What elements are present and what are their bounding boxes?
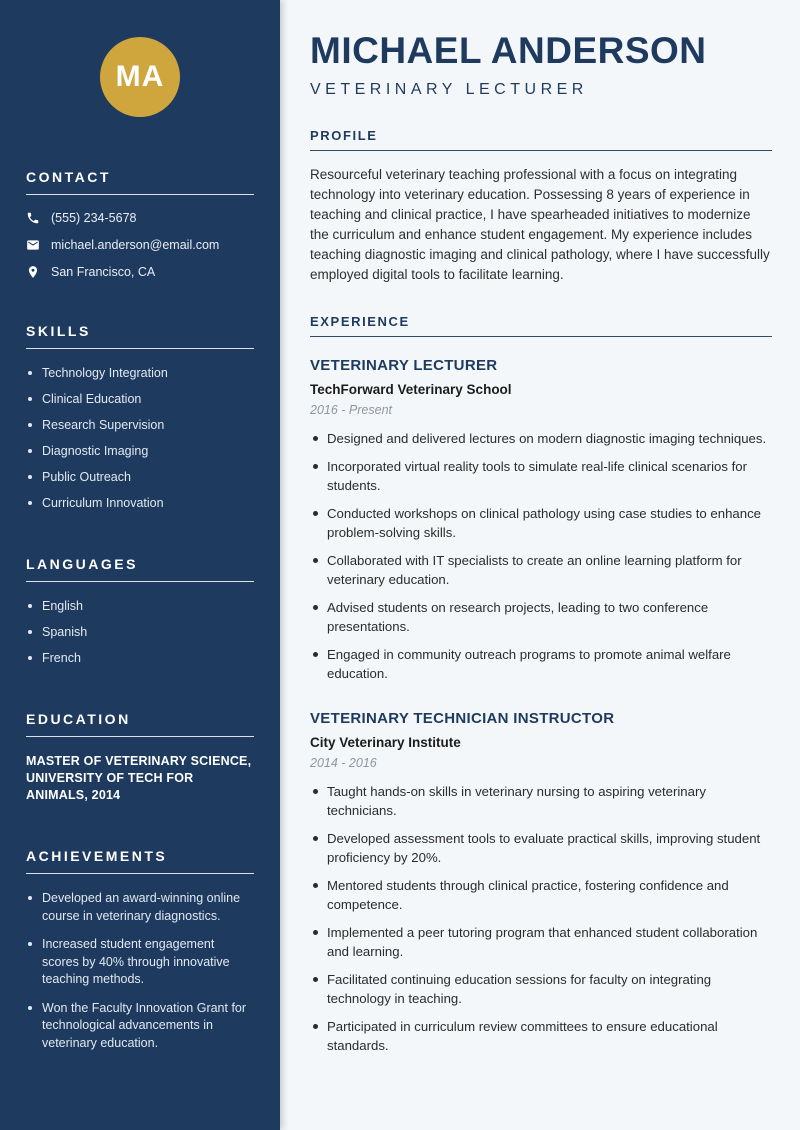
person-title: VETERINARY LECTURER bbox=[310, 80, 588, 98]
job-company: City Veterinary Institute bbox=[310, 734, 461, 750]
contact-heading: CONTACT bbox=[26, 169, 254, 195]
job-bullet: Advised students on research projects, leading to two conference presentations. bbox=[310, 598, 772, 636]
achievements-section bbox=[26, 848, 254, 1052]
language-item: French bbox=[26, 650, 254, 667]
contact-section bbox=[26, 169, 254, 279]
location-icon bbox=[26, 265, 40, 279]
languages-list bbox=[26, 598, 254, 667]
language-item: English bbox=[26, 598, 254, 615]
skill-item: Diagnostic Imaging bbox=[26, 443, 254, 460]
achievement-item: Developed an award-winning online course in veterinary diagnostics. bbox=[26, 890, 254, 925]
experience-job-1 bbox=[310, 357, 772, 683]
education-section bbox=[26, 711, 254, 804]
education-heading: EDUCATION bbox=[26, 711, 254, 737]
contact-phone-row bbox=[26, 211, 254, 225]
job-company: TechForward Veterinary School bbox=[310, 381, 512, 397]
job-bullet: Participated in curriculum review committees to ensure educational standards. bbox=[310, 1017, 772, 1055]
job-bullet: Engaged in community outreach programs to promote animal welfare education. bbox=[310, 645, 772, 683]
job-bullet: Developed assessment tools to evaluate practical skills, improving student proficiency by 20%. bbox=[310, 829, 772, 867]
achievements-list bbox=[26, 890, 254, 1052]
skill-item: Public Outreach bbox=[26, 469, 254, 486]
job-bullet: Implemented a peer tutoring program that enhanced student collaboration and learning. bbox=[310, 923, 772, 961]
achievements-heading: ACHIEVEMENTS bbox=[26, 848, 254, 874]
phone-icon bbox=[26, 211, 40, 225]
job-dates: 2016 - Present bbox=[310, 402, 392, 417]
profile-text: Resourceful veterinary teaching professional with a focus on integrating technology into veterinary education. Possessing 8 years of experience in teaching and clinical practice, I have spearheaded initiatives to modernize the curriculum and enhance student engagement. My experience includes teaching diagnostic imaging and clinical pathology, where I have successfully employed digital tools to facilitate learning. bbox=[310, 166, 770, 282]
skills-heading: SKILLS bbox=[26, 323, 254, 349]
contact-location: San Francisco, CA bbox=[51, 265, 156, 279]
skill-item: Research Supervision bbox=[26, 417, 254, 434]
job-bullet: Facilitated continuing education sessions for faculty on integrating technology in teaching. bbox=[310, 970, 772, 1008]
job-title: VETERINARY LECTURER bbox=[310, 356, 498, 374]
skills-list bbox=[26, 365, 254, 512]
skills-section bbox=[26, 323, 254, 512]
languages-section bbox=[26, 556, 254, 667]
language-item: Spanish bbox=[26, 624, 254, 641]
email-icon bbox=[26, 238, 40, 252]
profile-heading: PROFILE bbox=[310, 128, 772, 151]
contact-email: michael.anderson@email.com bbox=[51, 238, 220, 252]
contact-email-row bbox=[26, 238, 254, 252]
job-dates: 2014 - 2016 bbox=[310, 755, 377, 770]
job-bullets bbox=[310, 782, 772, 1055]
job-bullet: Taught hands-on skills in veterinary nursing to aspiring veterinary technicians. bbox=[310, 782, 772, 820]
education-degree: MASTER OF VETERINARY SCIENCE, UNIVERSITY OF TECH FOR ANIMALS, 2014 bbox=[26, 754, 252, 802]
contact-phone: (555) 234-5678 bbox=[51, 211, 137, 225]
main-content bbox=[280, 0, 800, 1130]
job-bullet: Incorporated virtual reality tools to simulate real-life clinical scenarios for students. bbox=[310, 457, 772, 495]
job-bullet: Collaborated with IT specialists to create an online learning platform for veterinary education. bbox=[310, 551, 772, 589]
achievement-item: Increased student engagement scores by 40% through innovative teaching methods. bbox=[26, 936, 254, 989]
contact-location-row bbox=[26, 265, 254, 279]
languages-heading: LANGUAGES bbox=[26, 556, 254, 582]
person-name: MICHAEL ANDERSON bbox=[310, 30, 707, 71]
avatar bbox=[100, 37, 180, 117]
experience-job-2 bbox=[310, 710, 772, 1055]
job-title: VETERINARY TECHNICIAN INSTRUCTOR bbox=[310, 709, 615, 727]
skill-item: Technology Integration bbox=[26, 365, 254, 382]
job-bullet: Mentored students through clinical practice, fostering confidence and competence. bbox=[310, 876, 772, 914]
avatar-initials: MA bbox=[115, 60, 165, 93]
achievement-item: Won the Faculty Innovation Grant for technological advancements in veterinary education. bbox=[26, 1000, 254, 1053]
job-bullet: Designed and delivered lectures on modern diagnostic imaging techniques. bbox=[310, 429, 772, 448]
experience-heading: EXPERIENCE bbox=[310, 314, 772, 337]
job-bullets bbox=[310, 429, 772, 683]
skill-item: Curriculum Innovation bbox=[26, 495, 254, 512]
job-bullet: Conducted workshops on clinical pathology using case studies to enhance problem-solving skills. bbox=[310, 504, 772, 542]
skill-item: Clinical Education bbox=[26, 391, 254, 408]
sidebar bbox=[0, 0, 280, 1130]
